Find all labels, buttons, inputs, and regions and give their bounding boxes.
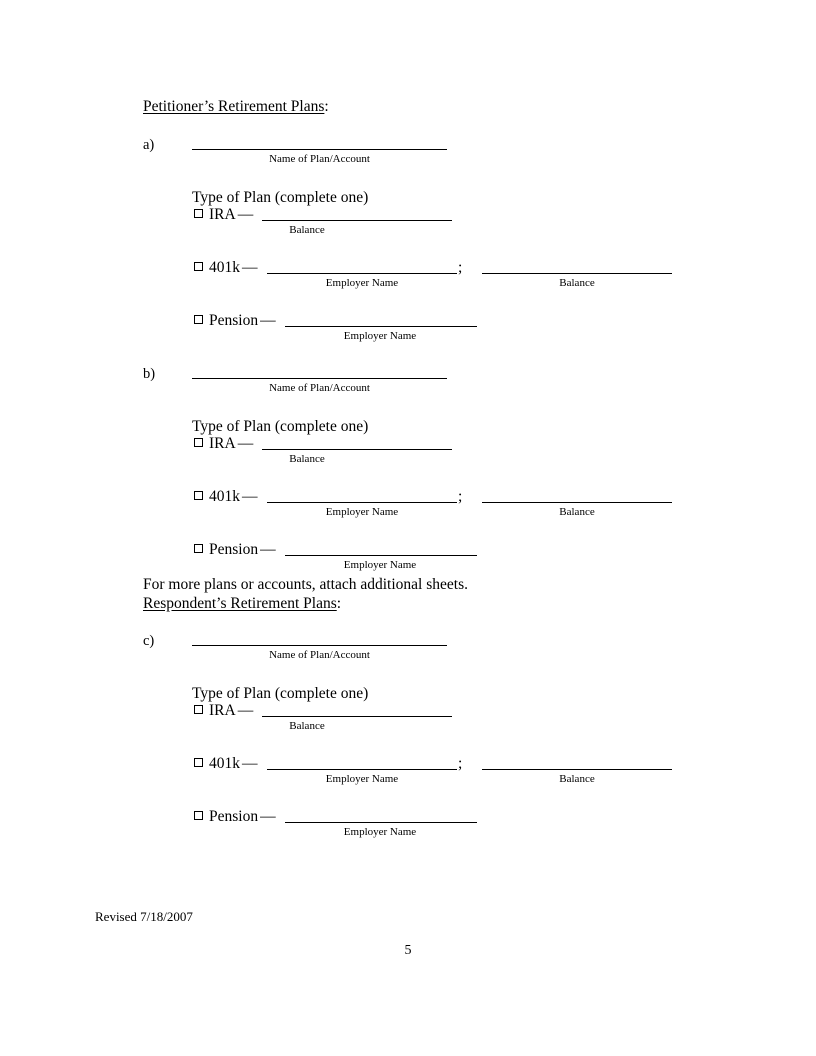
k401-row-b[interactable] <box>194 487 260 506</box>
ira-dash-b: — <box>237 435 254 452</box>
k401-row-a[interactable] <box>194 258 260 277</box>
ira-balance-rule-c[interactable] <box>262 716 452 717</box>
name-of-plan-rule-c[interactable] <box>192 645 447 646</box>
revised-date: Revised 7/18/2007 <box>95 909 193 924</box>
pension-employer-rule-b[interactable] <box>285 555 477 556</box>
k401-dash-a: — <box>242 259 258 276</box>
respondent-heading-colon: : <box>336 595 342 612</box>
ira-row-b[interactable] <box>194 434 255 453</box>
respondent-heading-text: Respondent’s Retirement Plans <box>143 595 337 612</box>
ira-row-c[interactable] <box>194 701 255 720</box>
ira-dash-c: — <box>237 702 254 719</box>
attach-additional-sheets-note: For more plans or accounts, attach additional sheets. <box>143 576 468 593</box>
k401-checkbox-b[interactable] <box>194 491 203 500</box>
ira-balance-rule-b[interactable] <box>262 449 452 450</box>
ira-balance-caption-c: Balance <box>289 720 325 732</box>
ira-label-c: IRA <box>209 702 236 719</box>
pension-employer-caption-a: Employer Name <box>343 330 417 342</box>
item-letter-c: c) <box>143 633 155 649</box>
page-number: 5 <box>404 943 412 958</box>
ira-checkbox-c[interactable] <box>194 705 203 714</box>
ira-checkbox-b[interactable] <box>194 438 203 447</box>
k401-employer-rule-b[interactable] <box>267 502 457 503</box>
pension-label-a: Pension <box>209 312 259 329</box>
pension-dash-c: — <box>260 808 276 825</box>
k401-semicolon-b: ; <box>458 488 463 505</box>
k401-dash-c: — <box>242 755 258 772</box>
ira-balance-caption-b: Balance <box>289 453 325 465</box>
pension-dash-b: — <box>260 541 276 558</box>
k401-employer-rule-a[interactable] <box>267 273 457 274</box>
ira-balance-rule-a[interactable] <box>262 220 452 221</box>
type-of-plan-label-c: Type of Plan (complete one) <box>192 685 369 702</box>
k401-dash-b: — <box>242 488 258 505</box>
type-of-plan-label-b: Type of Plan (complete one) <box>192 418 369 435</box>
pension-employer-rule-a[interactable] <box>285 326 477 327</box>
ira-checkbox-a[interactable] <box>194 209 203 218</box>
k401-label-c: 401k <box>209 755 240 772</box>
ira-label-b: IRA <box>209 435 236 452</box>
pension-row-c[interactable] <box>194 807 278 826</box>
pension-checkbox-c[interactable] <box>194 811 203 820</box>
pension-employer-rule-c[interactable] <box>285 822 477 823</box>
petitioner-section-heading <box>143 97 329 116</box>
ira-balance-caption-a: Balance <box>289 224 325 236</box>
pension-employer-caption-c: Employer Name <box>343 826 417 838</box>
name-of-plan-caption-b: Name of Plan/Account <box>269 382 370 394</box>
pension-row-a[interactable] <box>194 311 278 330</box>
k401-balance-rule-a[interactable] <box>482 273 672 274</box>
pension-employer-caption-b: Employer Name <box>343 559 417 571</box>
k401-employer-caption-c: Employer Name <box>325 773 399 785</box>
k401-row-c[interactable] <box>194 754 260 773</box>
k401-balance-rule-b[interactable] <box>482 502 672 503</box>
ira-row-a[interactable] <box>194 205 255 224</box>
ira-label-a: IRA <box>209 206 236 223</box>
petitioner-heading-colon: : <box>324 98 329 115</box>
petitioner-heading-text: Petitioner’s Retirement Plans <box>143 98 325 115</box>
respondent-section-heading <box>143 594 341 613</box>
pension-checkbox-a[interactable] <box>194 315 203 324</box>
pension-dash-a: — <box>260 312 276 329</box>
k401-label-a: 401k <box>209 259 240 276</box>
k401-balance-caption-c: Balance <box>559 773 595 785</box>
k401-semicolon-c: ; <box>458 755 463 772</box>
k401-employer-caption-a: Employer Name <box>325 277 399 289</box>
k401-checkbox-a[interactable] <box>194 262 203 271</box>
k401-balance-caption-b: Balance <box>559 506 595 518</box>
k401-checkbox-c[interactable] <box>194 758 203 767</box>
k401-label-b: 401k <box>209 488 240 505</box>
ira-dash-a: — <box>237 206 254 223</box>
k401-employer-rule-c[interactable] <box>267 769 457 770</box>
pension-label-b: Pension <box>209 541 259 558</box>
name-of-plan-rule-b[interactable] <box>192 378 447 379</box>
k401-balance-rule-c[interactable] <box>482 769 672 770</box>
k401-semicolon-a: ; <box>458 259 463 276</box>
k401-employer-caption-b: Employer Name <box>325 506 399 518</box>
name-of-plan-rule-a[interactable] <box>192 149 447 150</box>
item-letter-b: b) <box>143 366 156 382</box>
pension-label-c: Pension <box>209 808 259 825</box>
name-of-plan-caption-a: Name of Plan/Account <box>269 153 370 165</box>
pension-checkbox-b[interactable] <box>194 544 203 553</box>
k401-balance-caption-a: Balance <box>559 277 595 289</box>
name-of-plan-caption-c: Name of Plan/Account <box>269 649 370 661</box>
type-of-plan-label-a: Type of Plan (complete one) <box>192 189 369 206</box>
pension-row-b[interactable] <box>194 540 278 559</box>
item-letter-a: a) <box>143 137 155 153</box>
